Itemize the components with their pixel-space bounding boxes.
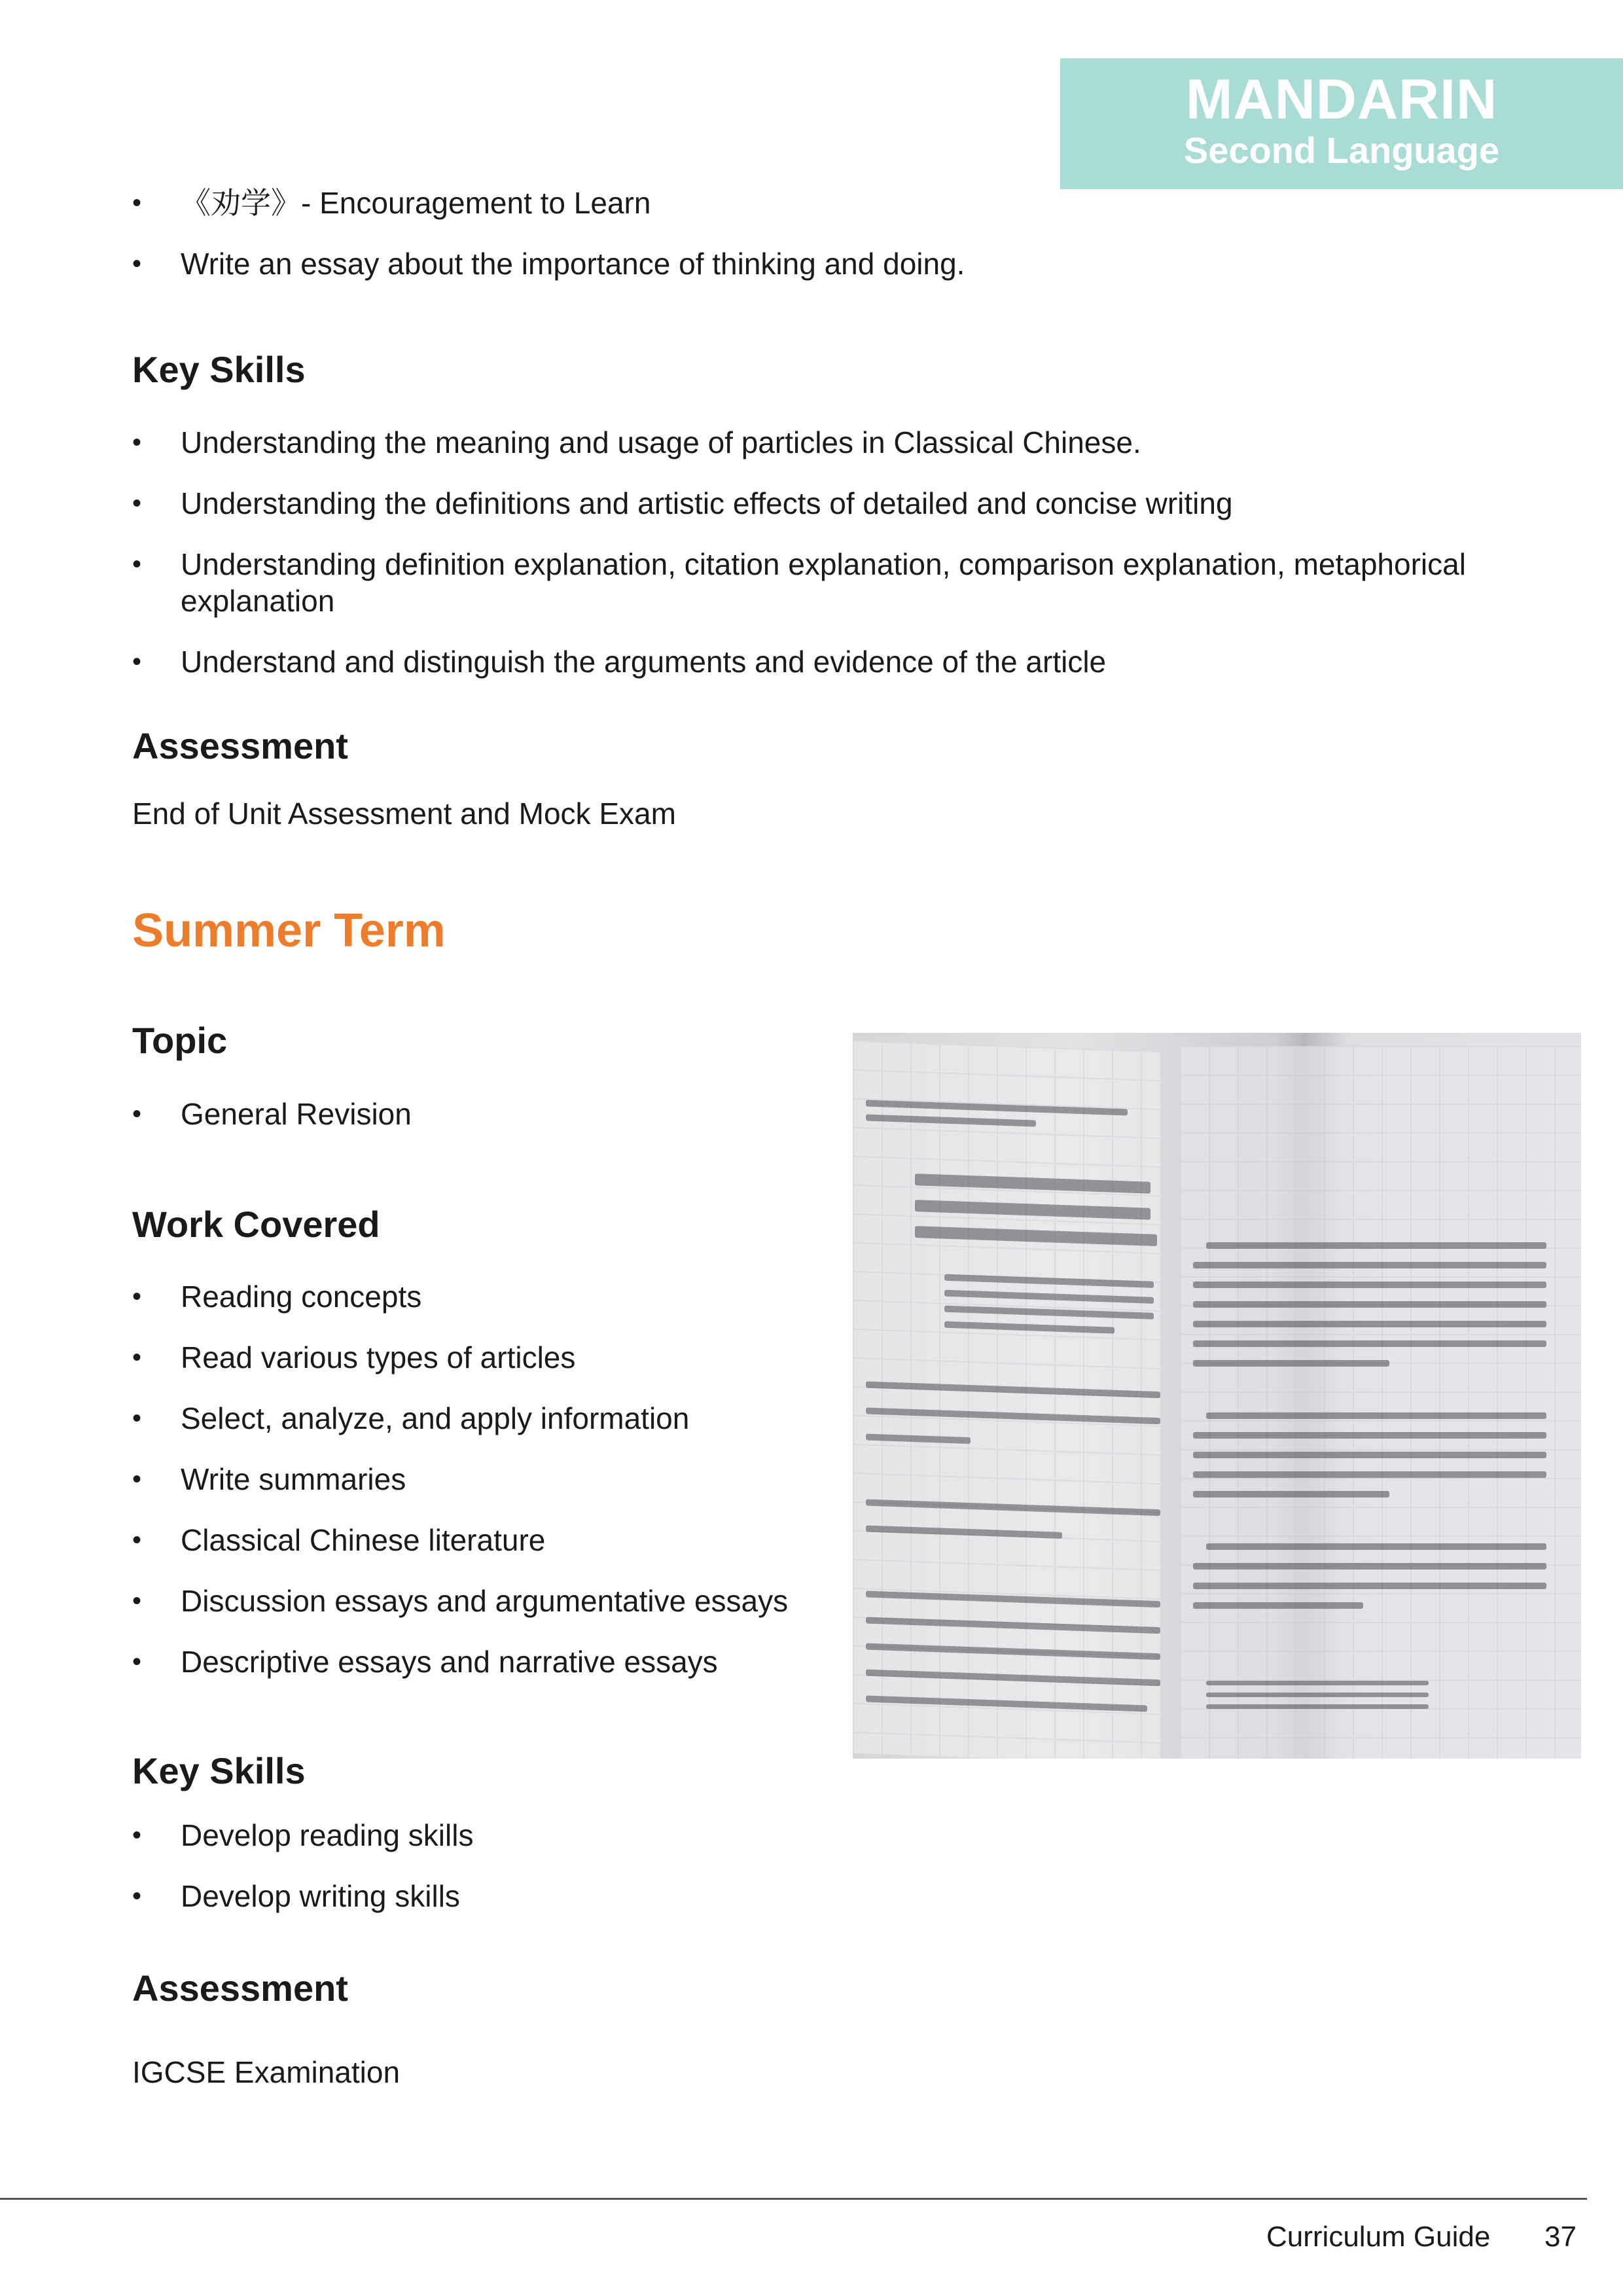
topic-heading: Topic [132,1020,228,1061]
list-item: • Write an essay about the importance of thinking and doing. [132,245,1114,282]
textbook-right-page [1180,1046,1581,1759]
list-item: • Select, analyze, and apply information [132,1400,846,1437]
list-item: • Develop writing skills [132,1878,839,1914]
list-item: • Reading concepts [132,1278,846,1315]
subject-subtitle: Second Language [1183,130,1500,171]
list-item: • Write summaries [132,1461,846,1498]
list-item: • Discussion essays and argumentative essays [132,1583,846,1619]
summer-assessment-text: IGCSE Examination [132,2055,401,2089]
spring-task-list [132,185,1114,306]
list-item: • General Revision [132,1096,839,1132]
topic-list [132,1096,839,1157]
summer-key-skills-heading: Key Skills [132,1750,306,1791]
footer-divider [0,2198,1587,2200]
list-item: • Classical Chinese literature [132,1522,846,1558]
list-item: • 《劝学》- Encouragement to Learn [132,185,1114,221]
work-covered-list [132,1278,846,1704]
list-item: • Understanding definition explanation, citation explanation, comparison explanation, metaphorical explanation [132,546,1598,619]
list-item: • Understanding the meaning and usage of particles in Classical Chinese. [132,424,1598,461]
list-item: • Understand and distinguish the arguments and evidence of the article [132,643,1598,680]
assessment-heading: Assessment [132,725,348,766]
assessment-text: End of Unit Assessment and Mock Exam [132,797,676,831]
subject-title: MANDARIN [1185,68,1498,131]
footer-label: Curriculum Guide [1266,2221,1491,2253]
list-item: • Read various types of articles [132,1339,846,1376]
list-item: • Understanding the definitions and artistic effects of detailed and concise writing [132,485,1598,522]
key-skills-heading: Key Skills [132,349,306,390]
subject-banner [1060,58,1623,189]
page-number: 37 [1544,2221,1577,2253]
work-covered-heading: Work Covered [132,1204,380,1245]
summer-key-skills-list [132,1817,839,1939]
summer-assessment-heading: Assessment [132,1967,348,2009]
list-item: • Descriptive essays and narrative essays [132,1643,846,1680]
textbook-photo [853,1033,1581,1759]
textbook-left-page [853,1041,1160,1759]
key-skills-list [132,424,1598,704]
summer-term-title: Summer Term [132,905,446,957]
list-item: • Develop reading skills [132,1817,839,1854]
